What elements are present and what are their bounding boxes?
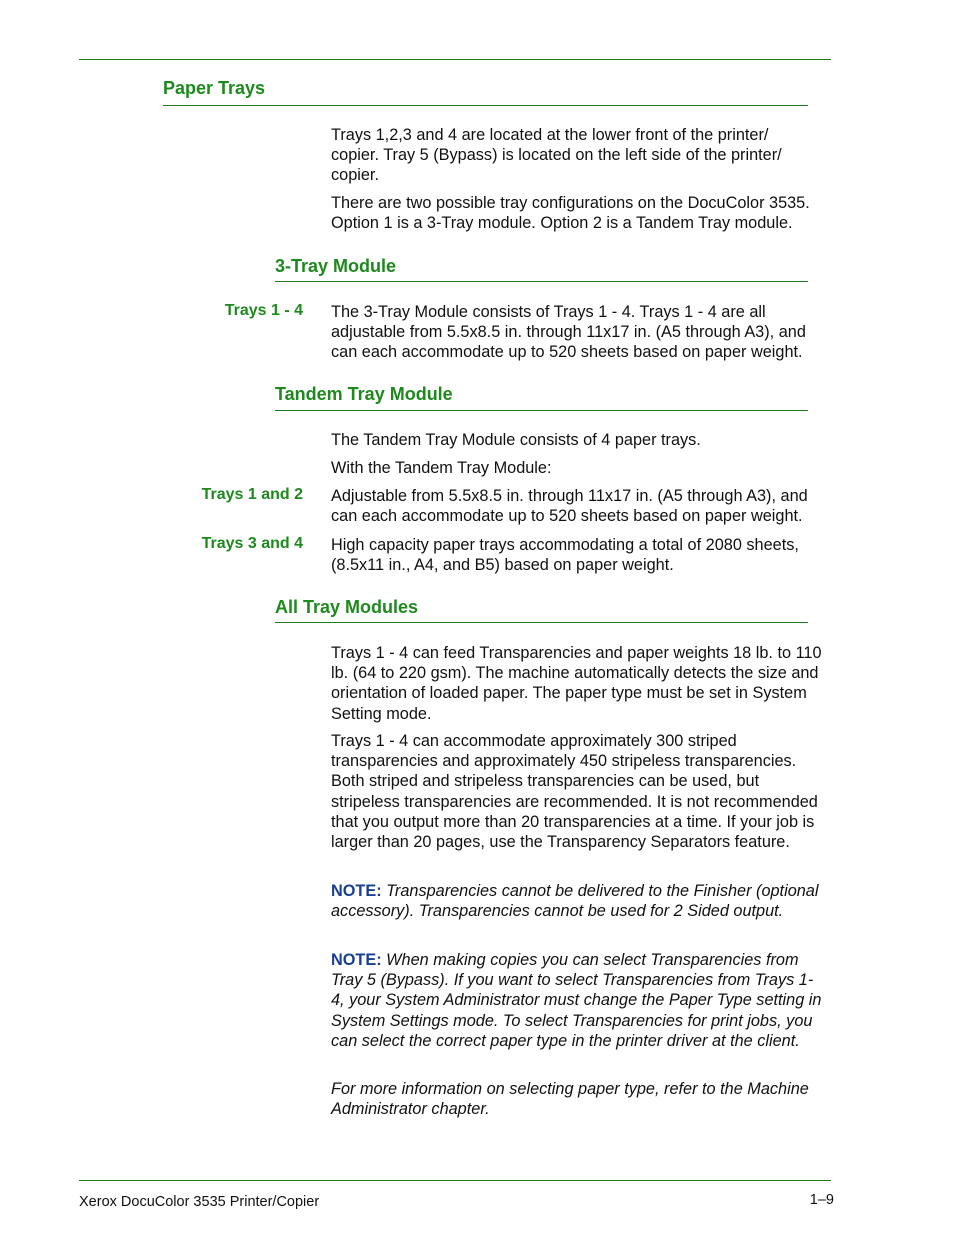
side-label-trays-3-and-4: Trays 3 and 4 bbox=[201, 535, 303, 552]
note-finisher bbox=[331, 881, 826, 921]
note-text: When making copies you can select Transparencies from Tray 5 (Bypass). If you want to select Transparencies from Trays 1-4, your System Administrator must change the Paper Type setting in System Settings mode. To select Transparencies for print jobs, you can select the correct paper type in the printer driver at the client. bbox=[331, 951, 822, 1050]
paragraph-trays-3-and-4: High capacity paper trays accommodating a total of 2080 sheets, (8.5x11 in., A4, and B5) based on paper weight. bbox=[331, 536, 799, 575]
section-title-tandem-tray-module: Tandem Tray Module bbox=[275, 384, 453, 404]
footer-rule bbox=[79, 1180, 831, 1181]
side-label-trays-1-4: Trays 1 - 4 bbox=[224, 302, 303, 319]
paragraph-transparency-capacity: Trays 1 - 4 can accommodate approximately 300 striped transparencies and approximately 450 stripeless transparencies. Both striped and stripeless transparencies can be used, but stripeless transparencies are recommended. It is not recommended that you output more than 20 transparencies at a time. If your job is larger than 20 pages, use the Transparency Separators feature. bbox=[331, 732, 818, 852]
section-title-paper-trays: Paper Trays bbox=[163, 78, 266, 98]
paragraph-tray-configurations: There are two possible tray configurations on the DocuColor 3535. Option 1 is a 3-Tray module. Option 2 is a Tandem Tray module. bbox=[331, 194, 810, 233]
paragraph-more-information: For more information on selecting paper type, refer to the Machine Administrator chapter. bbox=[331, 1080, 809, 1119]
note-bypass-transparencies bbox=[331, 950, 826, 1051]
paragraph-trays-1-and-2: Adjustable from 5.5x8.5 in. through 11x17 in. (A5 through A3), and can each accommodate up to 520 sheets based on paper weight. bbox=[331, 487, 808, 526]
paragraph-paper-weights: Trays 1 - 4 can feed Transparencies and paper weights 18 lb. to 110 lb. (64 to 220 gsm). The machine automatically detects the size and orientation of loaded paper. The paper type must be set in System Setting mode. bbox=[331, 644, 822, 723]
footer-page-number: 1–9 bbox=[809, 1192, 834, 1208]
header-rule bbox=[79, 59, 831, 60]
note-text: Transparencies cannot be delivered to the Finisher (optional accessory). Transparencies cannot be used for 2 Sided output. bbox=[331, 882, 819, 921]
section-rule-tandem-tray-module bbox=[275, 410, 808, 411]
paragraph-3-tray-description: The 3-Tray Module consists of Trays 1 - 4. Trays 1 - 4 are all adjustable from 5.5x8.5 in. through 11x17 in. (A5 through A3), and can each accommodate up to 520 sheets based on paper weight. bbox=[331, 303, 806, 362]
paragraph-tray-locations: Trays 1,2,3 and 4 are located at the lower front of the printer/ copier. Tray 5 (Bypass) is located on the left side of the printer/ copier. bbox=[331, 126, 782, 185]
section-rule-3-tray-module bbox=[275, 281, 808, 282]
side-label-trays-1-and-2: Trays 1 and 2 bbox=[201, 486, 303, 503]
note-label: NOTE: bbox=[331, 951, 382, 969]
paragraph-tandem-consists: The Tandem Tray Module consists of 4 paper trays. bbox=[331, 431, 701, 449]
section-rule-all-tray-modules bbox=[275, 622, 808, 623]
footer-product-name: Xerox DocuColor 3535 Printer/Copier bbox=[79, 1194, 320, 1210]
section-rule-paper-trays bbox=[163, 105, 808, 106]
note-label: NOTE: bbox=[331, 882, 382, 900]
paragraph-tandem-with: With the Tandem Tray Module: bbox=[331, 459, 552, 477]
section-title-all-tray-modules: All Tray Modules bbox=[275, 597, 419, 617]
section-title-3-tray-module: 3-Tray Module bbox=[275, 256, 397, 276]
